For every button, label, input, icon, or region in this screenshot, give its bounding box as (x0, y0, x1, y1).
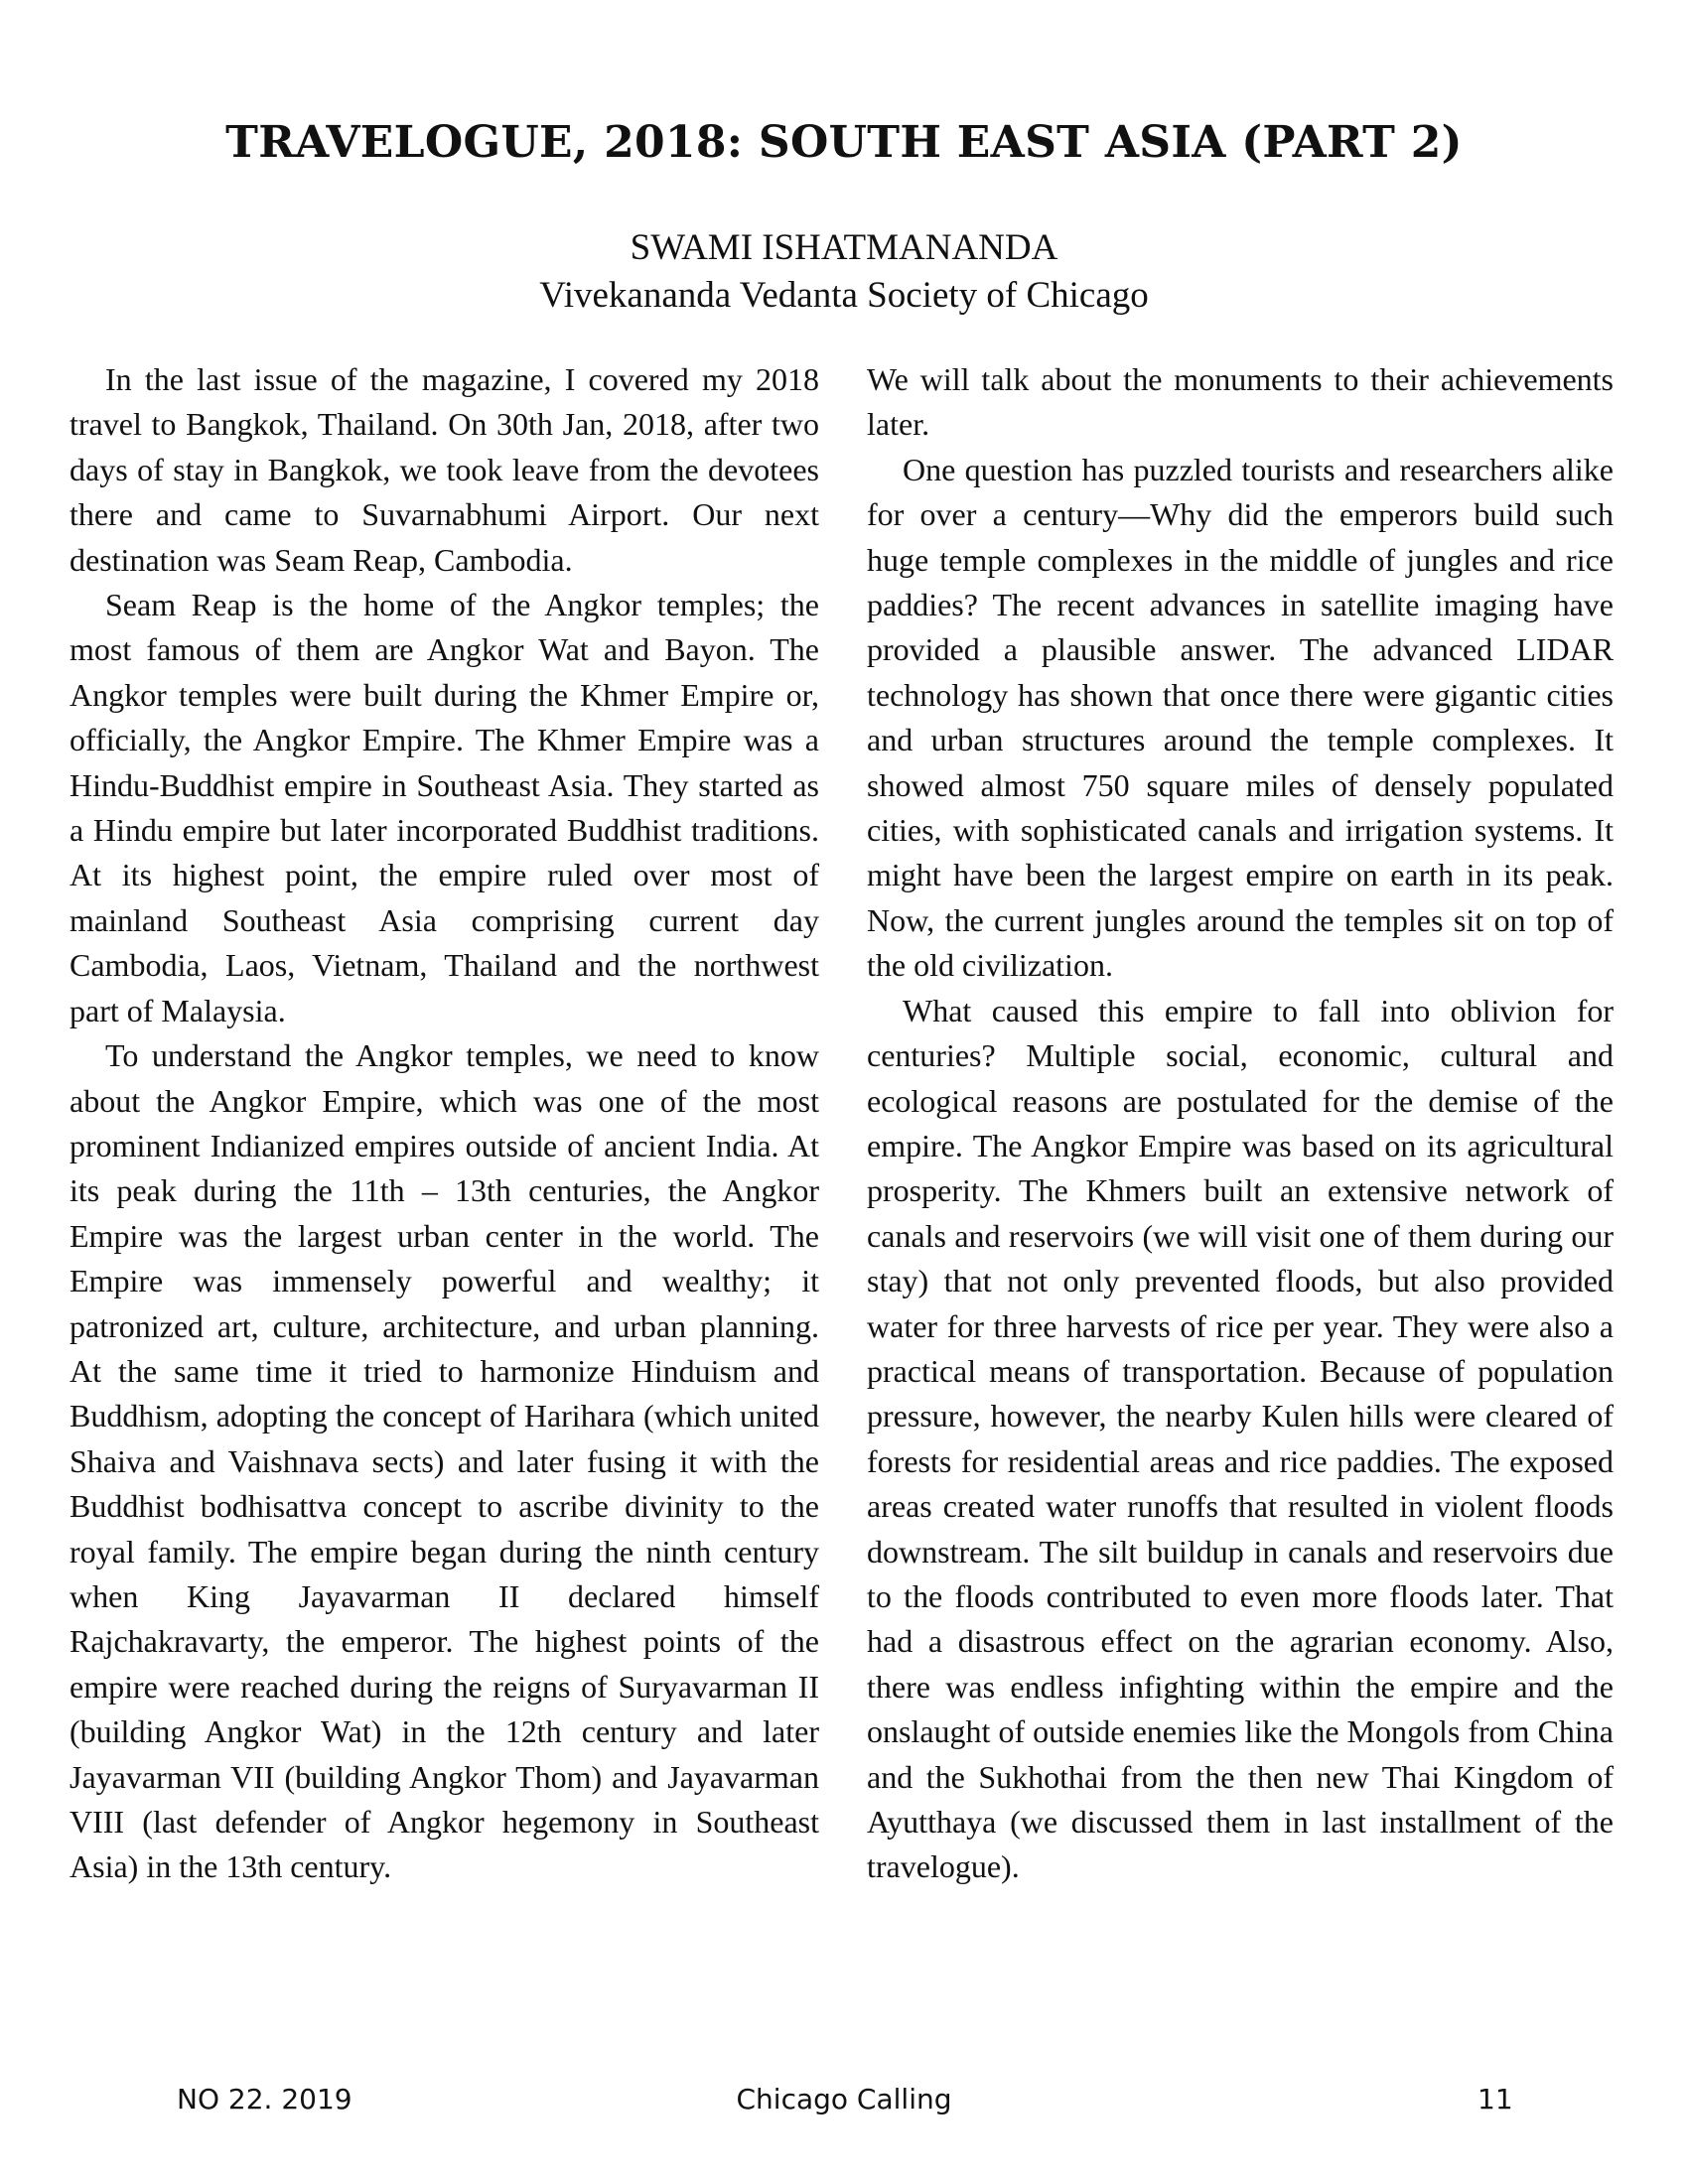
paragraph: To understand the Angkor temples, we need to know about the Angkor Empire, which was one of the most prominent Indianized empires outside of ancient India. At its peak during the 11th – 13th centuries, the Angkor Empire was the largest urban center in the world. The Empire was immensely powerful and wealthy; it patronized art, culture, architecture, and urban planning. At the same time it tried to harmonize Hinduism and Buddhism, adopting the concept of Harihara (which united Shaiva and Vaishnava sects) and later fusing it with the Buddhist bodhisattva concept to ascribe divinity to the royal family. The empire began during the ninth century when King Jayavarman II declared himself Rajchakravarty, the emperor. The highest points of the empire were reached during the reigns of Suryavarman II (building Angkor Wat) in the 12th century and later Jayavarman VII (building Angkor Thom) and Jayavarman VIII (last defender of Angkor hegemony in Southeast Asia) in the 13th century. (70, 1037, 819, 1885)
paragraph: We will talk about the monuments to their achievements later. (867, 361, 1614, 443)
left-column (70, 357, 819, 1890)
author-name: SWAMI ISHATMANANDA (630, 227, 1058, 268)
article-title: TRAVELOGUE, 2018: SOUTH EAST ASIA (PART 2) (225, 117, 1463, 168)
paragraph: Seam Reap is the home of the Angkor temples; the most famous of them are Angkor Wat and Bayon. The Angkor temples were built during the Khmer Empire or, officially, the Angkor Empire. The Khmer Empire was a Hindu-Buddhist empire in Southeast Asia. They started as a Hindu empire but later incorporated Buddhist traditions. At its highest point, the empire ruled over most of mainland Southeast Asia comprising current day Cambodia, Laos, Vietnam, Thailand and the northwest part of Malaysia. (70, 587, 819, 1028)
paragraph: One question has puzzled tourists and researchers alike for over a century—Why did the emperors build such huge temple complexes in the middle of jungles and rice paddies? The recent advances in satellite imaging have provided a plausible answer. The advanced LIDAR technology has shown that once there were gigantic cities and urban structures around the temple complexes. It showed almost 750 square miles of densely populated cities, with sophisticated canals and irrigation systems. It might have been the largest empire on earth in its peak. Now, the current jungles around the temples sit on top of the old civilization. (867, 451, 1614, 984)
right-column (867, 357, 1614, 1890)
paragraph: What caused this empire to fall into oblivion for centuries? Multiple social, economic, cultural and ecological reasons are postulated for the demise of the empire. The Angkor Empire was based on its agricultural prosperity. The Khmers built an extensive network of canals and reservoirs (we will visit one of them during our stay) that not only prevented floods, but also provided water for three harvests of rice per year. They were also a practical means of transportation. Because of population pressure, however, the nearby Kulen hills were cleared of forests for residential areas and rice paddies. The exposed areas created water runoffs that resulted in violent floods downstream. The silt buildup in canals and reservoirs due to the floods contributed to even more floods later. That had a disastrous effect on the agrarian economy. Also, there was endless infighting within the empire and the onslaught of outside enemies like the Mongols from China and the Sukhothai from the then new Thai Kingdom of Ayutthaya (we discussed them in last installment of the travelogue). (867, 992, 1614, 1885)
paragraph: In the last issue of the magazine, I covered my 2018 travel to Bangkok, Thailand. On 30th Jan, 2018, after two days of stay in Bangkok, we took leave from the devotees there and came to Suvarnabhumi Airport. Our next destination was Seam Reap, Cambodia. (70, 361, 819, 578)
footer-issue: NO 22. 2019 (177, 2083, 352, 2116)
footer-magazine-name: Chicago Calling (736, 2083, 952, 2116)
author-organization: Vivekananda Vedanta Society of Chicago (539, 275, 1149, 316)
footer-page-number: 11 (1477, 2083, 1513, 2116)
